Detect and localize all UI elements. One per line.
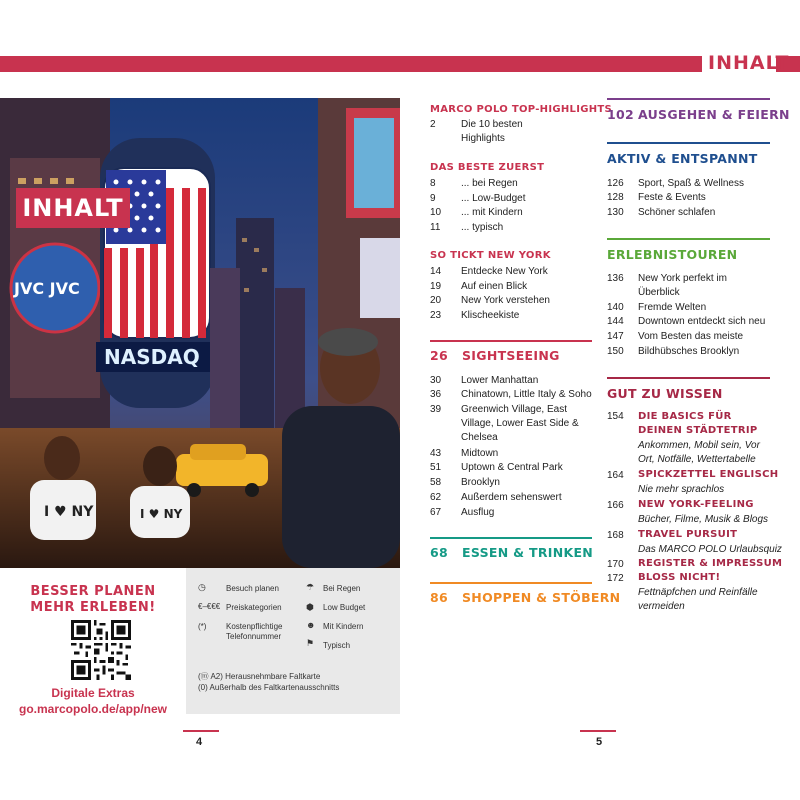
- section-rule: [607, 98, 770, 100]
- toc-page: 126: [607, 178, 624, 189]
- digital-extras-label: Digitale Extras: [51, 686, 135, 700]
- toc-page: 11: [430, 222, 441, 233]
- toc-page: 8: [430, 178, 436, 189]
- toc-entry[interactable]: Klischeekiste: [461, 310, 520, 321]
- toc-page: 154: [607, 411, 624, 422]
- page-title: INHALT: [708, 52, 790, 74]
- toc-page: 172: [607, 573, 624, 584]
- toc-entry[interactable]: Greenwich Village, East Village, Lower East Side & Chelsea: [461, 404, 579, 443]
- map-note: (ⓜ A2) Herausnehmbare Faltkarte: [198, 672, 321, 681]
- page-number-right: 5: [596, 736, 603, 748]
- section-rule: [607, 238, 770, 240]
- section-heading[interactable]: AKTIV & ENTSPANNT: [607, 151, 758, 166]
- toc-page: 166: [607, 500, 624, 511]
- toc-entry[interactable]: TRAVEL PURSUIT: [638, 529, 738, 540]
- app-url-link[interactable]: go.marcopolo.de/app/new: [18, 702, 167, 716]
- promo-line1: BESSER PLANEN: [30, 584, 156, 599]
- toc-subtitle: Das MARCO POLO Urlaubsquiz: [638, 544, 782, 555]
- toc-page: 168: [607, 530, 624, 541]
- toc-entry[interactable]: Uptown & Central Park: [461, 462, 563, 473]
- section-rule: [430, 340, 592, 342]
- toc-page: 128: [607, 192, 624, 203]
- toc-page: 14: [430, 266, 442, 277]
- toc-entry[interactable]: ... bei Regen: [461, 178, 518, 189]
- toc-page: 19: [430, 281, 442, 292]
- toc-entry[interactable]: New York perfekt im Überblick: [638, 273, 727, 298]
- toc-subtitle: Fettnäpfchen und Reinfälle vermeiden: [638, 587, 758, 612]
- toc-page: 36: [430, 389, 442, 400]
- toc-subtitle: Bücher, Filme, Musik & Blogs: [638, 514, 769, 525]
- flag-icon: ⚑: [306, 638, 315, 648]
- svg-text:I ♥ NY: I ♥ NY: [140, 507, 183, 521]
- toc-entry[interactable]: Chinatown, Little Italy & Soho: [461, 389, 592, 400]
- toc-entry[interactable]: SPICKZETTEL ENGLISCH: [638, 469, 779, 480]
- section-page: 68: [430, 545, 448, 560]
- section-title: DAS BESTE ZUERST: [430, 162, 545, 173]
- toc-page: 43: [430, 448, 442, 459]
- toc-entry[interactable]: Downtown entdeckt sich neu: [638, 316, 766, 327]
- toc-page: 23: [430, 310, 442, 321]
- outside-note: (0) Außerhalb des Faltkartenausschnitts: [198, 683, 340, 692]
- toc-page: 136: [607, 273, 624, 284]
- toc-page: 39: [430, 404, 442, 415]
- toc-page: 130: [607, 207, 624, 218]
- section-page: 86: [430, 590, 448, 605]
- toc-entry[interactable]: Ausflug: [461, 507, 495, 518]
- toc-page: 58: [430, 477, 442, 488]
- section-page: 102: [607, 107, 634, 122]
- section-rule: [607, 377, 770, 379]
- toc-page: 67: [430, 507, 442, 518]
- toc-entry[interactable]: DIE BASICS FÜR DEINEN STÄDTETRIP: [638, 411, 758, 436]
- toc-entry[interactable]: BLOSS NICHT!: [638, 572, 721, 583]
- legend-label: Bei Regen: [323, 584, 361, 593]
- price-icon: €–€€€: [198, 602, 221, 611]
- section-heading[interactable]: ERLEBNISTOUREN: [607, 247, 738, 262]
- section-heading[interactable]: SHOPPEN & STÖBERN: [462, 590, 621, 605]
- toc-subtitle: Nie mehr sprachlos: [638, 484, 725, 495]
- piggy-icon: ⬢: [306, 602, 314, 612]
- toc-page: 10: [430, 207, 442, 218]
- toc-entry[interactable]: Die 10 besten Highlights: [461, 119, 523, 144]
- toc-page: 20: [430, 295, 442, 306]
- section-title: SO TICKT NEW YORK: [430, 250, 551, 261]
- toc-page: 9: [430, 193, 436, 204]
- toc-page: 144: [607, 316, 624, 327]
- legend-label: Kostenpflichtige Telefonnummer: [226, 622, 283, 641]
- toc-entry[interactable]: Schöner schlafen: [638, 207, 716, 218]
- jvc-sign: JVC JVC: [14, 279, 80, 298]
- legend-label: Typisch: [323, 641, 351, 650]
- toc-entry[interactable]: Midtown: [461, 448, 499, 459]
- toc-entry[interactable]: Außerdem sehenswert: [461, 492, 562, 503]
- toc-page: 2: [430, 119, 436, 130]
- toc-page: 62: [430, 492, 442, 503]
- toc-entry[interactable]: Feste & Events: [638, 192, 706, 203]
- toc-entry[interactable]: Sport, Spaß & Wellness: [638, 178, 744, 189]
- legend-label: Low Budget: [323, 603, 366, 612]
- toc-entry[interactable]: ... Low-Budget: [461, 193, 526, 204]
- legend-label: Mit Kindern: [323, 622, 364, 631]
- toc-entry[interactable]: ... typisch: [461, 222, 504, 233]
- kids-icon: ☻: [306, 620, 316, 630]
- asterisk-icon: (*): [198, 622, 207, 631]
- page-number-rule: [183, 730, 219, 732]
- contents-badge: INHALT: [16, 188, 130, 228]
- toc-entry[interactable]: Entdecke New York: [461, 266, 548, 277]
- times-square-illustration: [0, 98, 400, 568]
- toc-page: 30: [430, 375, 442, 386]
- toc-entry[interactable]: Lower Manhattan: [461, 375, 539, 386]
- umbrella-icon: ☂: [306, 582, 315, 592]
- toc-page: 170: [607, 559, 624, 570]
- cover-photo: [0, 98, 400, 568]
- toc-page: 164: [607, 470, 624, 481]
- clock-icon: ◷: [198, 582, 206, 592]
- toc-entry[interactable]: ... mit Kindern: [461, 207, 523, 218]
- toc-entry[interactable]: REGISTER & IMPRESSUM: [638, 558, 783, 569]
- toc-entry[interactable]: Vom Besten das meiste: [638, 331, 744, 342]
- toc-subtitle: Ankommen, Mobil sein, Vor Ort, Notfälle, Wettertabelle: [638, 440, 760, 465]
- section-heading[interactable]: AUSGEHEN & FEIERN: [638, 107, 790, 122]
- toc-page: 147: [607, 331, 624, 342]
- section-heading[interactable]: GUT ZU WISSEN: [607, 386, 723, 401]
- section-rule: [430, 582, 592, 584]
- legend-label: Preiskategorien: [226, 603, 282, 612]
- info-panel: [0, 568, 400, 714]
- page-number-rule: [580, 730, 616, 732]
- promo-line2: MEHR ERLEBEN!: [30, 600, 156, 615]
- nasdaq-sign: NASDAQ: [104, 345, 200, 369]
- toc-entry[interactable]: Bildhübsches Brooklyn: [638, 346, 740, 357]
- section-rule: [607, 142, 770, 144]
- toc-entry[interactable]: Auf einen Blick: [461, 281, 528, 292]
- toc-entry[interactable]: Brooklyn: [461, 477, 500, 488]
- section-heading[interactable]: SIGHTSEEING: [462, 348, 560, 363]
- legend-label: Besuch planen: [226, 584, 279, 593]
- toc-entry[interactable]: Fremde Welten: [638, 302, 707, 313]
- header-bar: [0, 56, 702, 72]
- page-number-left: 4: [196, 736, 203, 748]
- toc-page: 51: [430, 462, 442, 473]
- toc-page: 140: [607, 302, 624, 313]
- section-page: 26: [430, 348, 448, 363]
- legend-box: [186, 568, 400, 714]
- section-rule: [430, 537, 592, 539]
- section-heading[interactable]: ESSEN & TRINKEN: [462, 545, 594, 560]
- toc-entry[interactable]: NEW YORK-FEELING: [638, 499, 754, 510]
- svg-text:I ♥ NY: I ♥ NY: [44, 504, 94, 520]
- qr-code-icon[interactable]: [71, 620, 131, 680]
- section-title: MARCO POLO TOP-HIGHLIGHTS: [430, 104, 613, 115]
- promo-box: [0, 568, 186, 714]
- toc-entry[interactable]: New York verstehen: [461, 295, 550, 306]
- toc-page: 150: [607, 346, 624, 357]
